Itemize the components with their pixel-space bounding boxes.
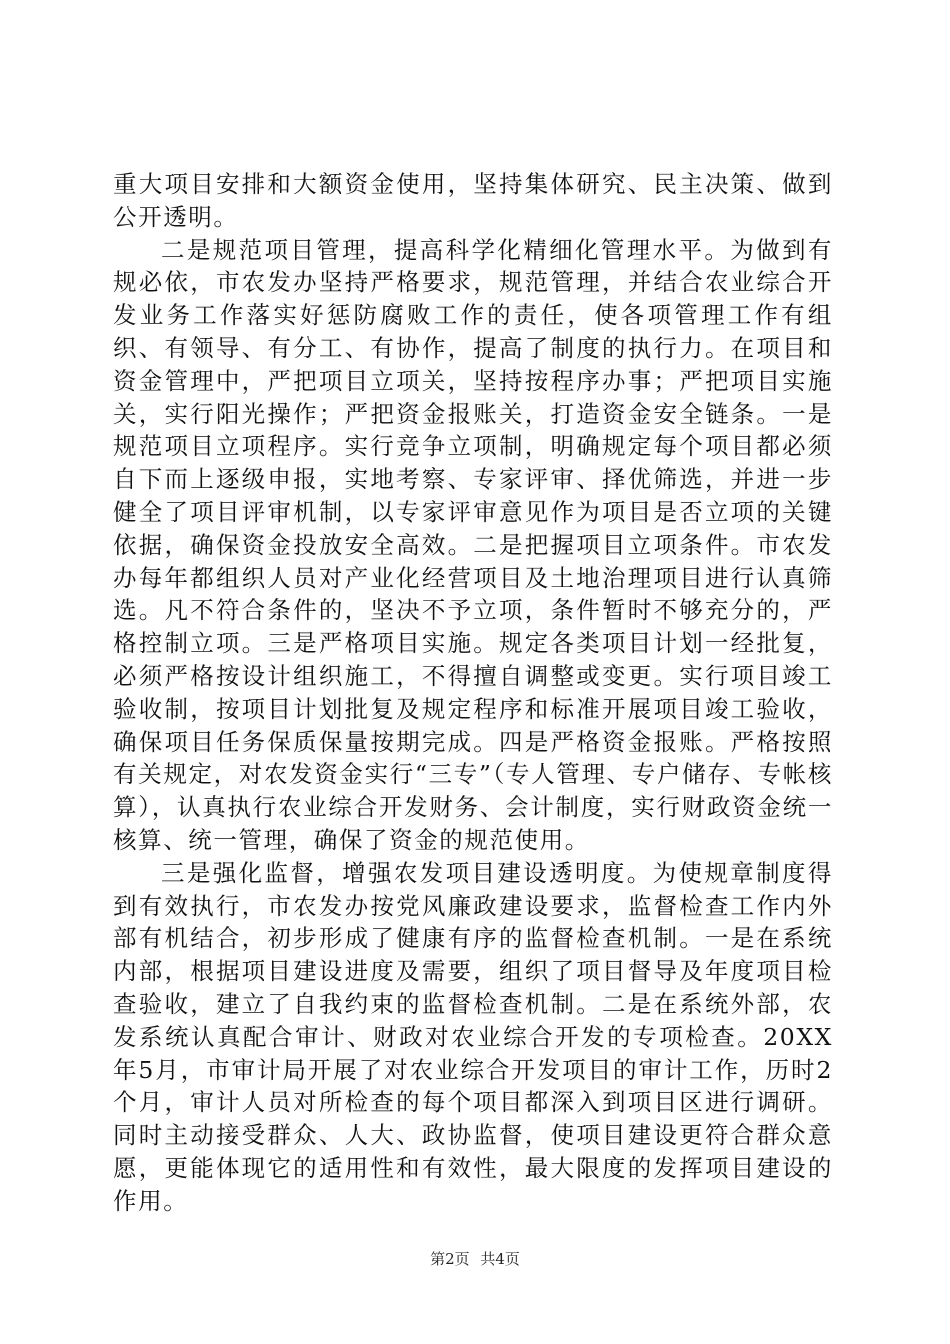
document-body <box>113 168 833 1218</box>
paragraph-supervision: 三是强化监督，增强农发项目建设透明度。为使规章制度得到有效执行，市农发办按党风廉政建设要求，监督检查工作内外部有机结合，初步形成了健康有序的监督检查机制。一是在系统内部，根据项目建设进度及需要，组织了项目督导及年度项目检查验收，建立了自我约束的监督检查机制。二是在系统外部，农发系统认真配合审计、财政对农业综合开发的专项检查。20XX年5月，市审计局开展了对农业综合开发项目的审计工作，历时2个月，审计人员对所检查的每个项目都深入到项目区进行调研。同时主动接受群众、人大、政协监督，使项目建设更符合群众意愿，更能体现它的适用性和有效性，最大限度的发挥项目建设的作用。 <box>113 858 833 1215</box>
page-footer <box>0 1248 950 1269</box>
paragraph-continuation: 重大项目安排和大额资金使用，坚持集体研究、民主决策、做到公开透明。 <box>113 170 833 231</box>
page-number: 第2页 <box>430 1250 470 1268</box>
paragraph-project-management: 二是规范项目管理，提高科学化精细化管理水平。为做到有规必依，市农发办坚持严格要求，规范管理，并结合农业综合开发业务工作落实好惩防腐败工作的责任，使各项管理工作有组织、有领导、有分工、有协作，提高了制度的执行力。在项目和资金管理中，严把项目立项关，坚持按程序办事；严把项目实施关，实行阳光操作；严把资金报账关，打造资金安全链条。一是规范项目立项程序。实行竞争立项制，明确规定每个项目都必须自下而上逐级申报，实地考察、专家评审、择优筛选，并进一步健全了项目评审机制，以专家评审意见作为项目是否立项的关键依据，确保资金投放安全高效。二是把握项目立项条件。市农发办每年都组织人员对产业化经营项目及土地治理项目进行认真筛选。凡不符合条件的，坚决不予立项，条件暂时不够充分的，严格控制立项。三是严格项目实施。规定各类项目计划一经批复，必须严格按设计组织施工，不得擅自调整或变更。实行项目竣工验收制，按项目计划批复及规定程序和标准开展项目竣工验收，确保项目任务保质保量按期完成。四是严格资金报账。严格按照有关规定，对农发资金实行“三专”（专人管理、专户储存、专帐核算），认真执行农业综合开发财务、会计制度，实行财政资金统一核算、统一管理，确保了资金的规范使用。 <box>113 235 833 854</box>
page-total: 共4页 <box>480 1250 520 1268</box>
